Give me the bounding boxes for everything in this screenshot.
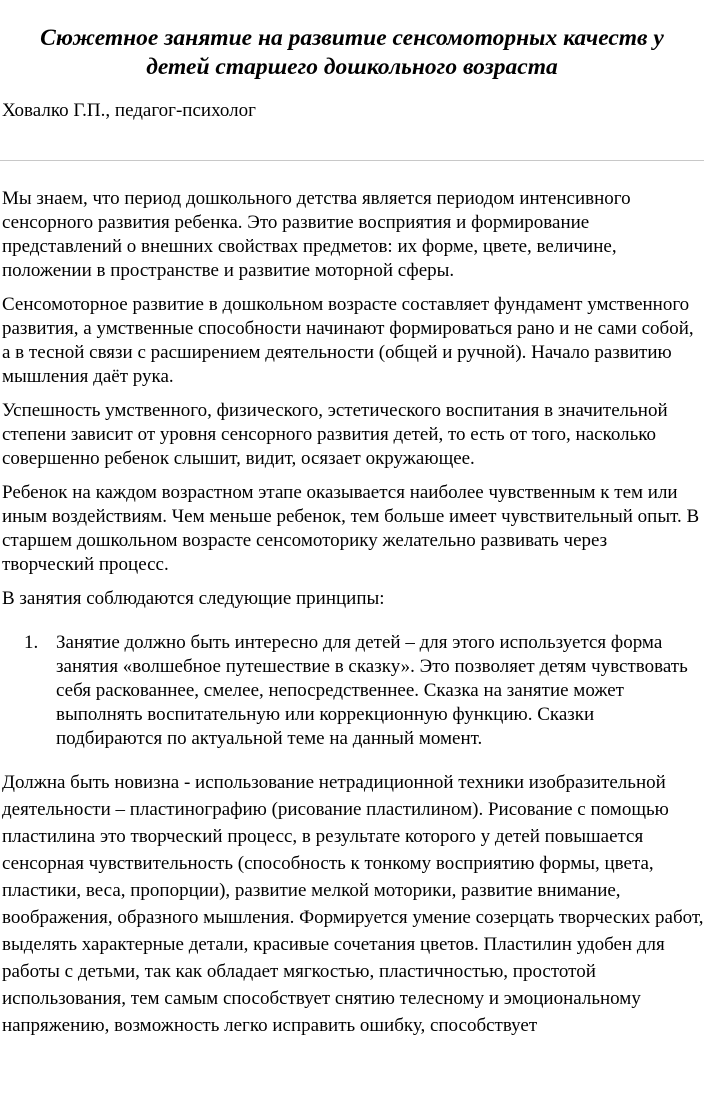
author-line: Ховалко Г.П., педагог-психолог <box>2 100 256 121</box>
paragraph-2: Сенсомоторное развитие в дошкольном возрасте составляет фундамент умственного развития, а умственные способности начинают формироваться рано и не сами собой, а в тесной связи с расширением деятельности (общей и ручной). Начало развитию мышления даёт рука. <box>2 294 694 387</box>
paragraph-1: Мы знаем, что период дошкольного детства является периодом интенсивного сенсорного развития ребенка. Это развитие восприятия и формирование представлений о внешних свойствах предметов: их форме, цвете, величине, положении в пространстве и развитие моторной сферы. <box>2 188 631 281</box>
divider-rule <box>0 160 704 161</box>
list-item-text: Занятие должно быть интересно для детей – для этого используется форма занятия «волшебное путешествие в сказку». Это позволяет детям чувствовать себя раскованнее, смелее, непосредственнее. Сказка на занятие может выполнять воспитательную или коррекционную функцию. Сказки подбираются по актуальной теме на данный момент. <box>56 632 688 749</box>
paragraph-3: Успешность умственного, физического, эстетического воспитания в значительной степени зависит от уровня сенсорного развития детей, то есть от того, насколько совершенно ребенок слышит, видит, осязает окружающее. <box>2 400 668 469</box>
list-item <box>0 631 704 751</box>
title-line-1: Сюжетное занятие на развитие сенсомоторных качеств у <box>40 25 664 51</box>
paragraph-final: Должна быть новизна - использование нетрадиционной техники изобразительной деятельности – пластинографию (рисование пластилином). Рисование с помощью пластилина это творческий процесс, в результате которого у детей повышается сенсорная чувствительность (способность к тонкому восприятию формы, цвета, пластики, веса, пропорции), развитие мелкой моторики, развитие внимание, воображения, образного мышления. Формируется умение созерцать творческих работ, выделять характерные детали, красивые сочетания цветов. Пластилин удобен для работы с детьми, так как обладает мягкостью, пластичностью, простотой использования, тем самым способствует снятию телесному и эмоциональному напряжению, возможность легко исправить ошибку, способствует <box>2 772 704 1036</box>
paragraph-5: В занятия соблюдаются следующие принципы: <box>2 588 385 609</box>
title-line-2: детей старшего дошкольного возраста <box>146 54 558 80</box>
principles-list <box>0 631 704 751</box>
list-item-number: 1. <box>24 632 39 653</box>
paragraph-4: Ребенок на каждом возрастном этапе оказывается наиболее чувственным к тем или иным воздействиям. Чем меньше ребенок, тем больше имеет чувствительный опыт. В старшем дошкольном возрасте сенсомоторику желательно развивать через творческий процесс. <box>2 482 700 575</box>
document-title <box>0 24 704 82</box>
document-body <box>0 187 704 1039</box>
